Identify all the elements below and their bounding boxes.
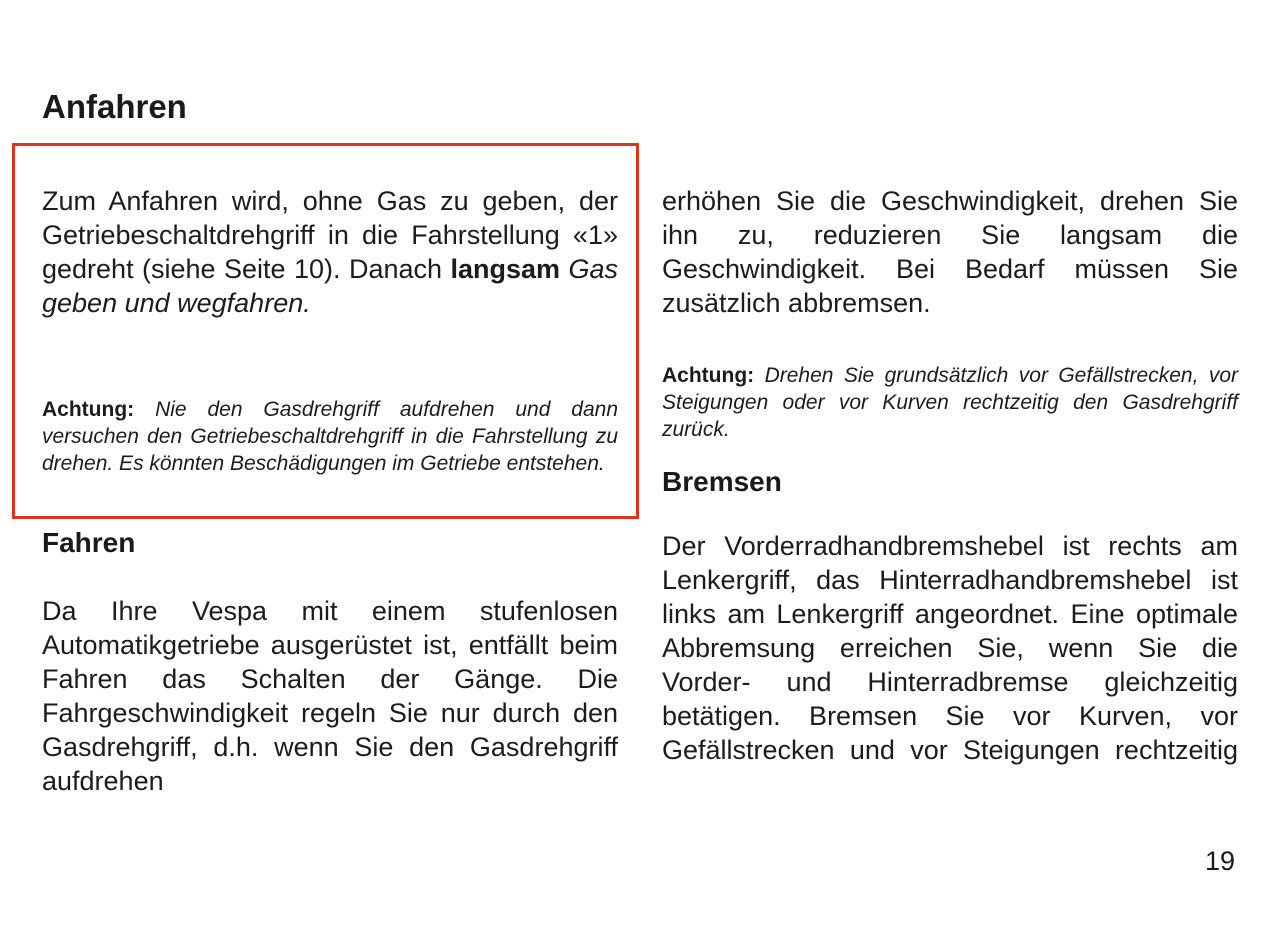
page-number: 19 [1205, 846, 1236, 876]
paragraph-bremsen: Der Vorderradhandbremshebel ist rechts am Lenkergriff, das Hinterradhandbremshebel ist links am Lenkergriff angeordnet. Eine optimale Abbremsung erreichen Sie, wenn Sie die Vorder- und Hinterradbremse gleichzeitig betätigen. Bremsen Sie vor Kurven, vor Gefällstrecken und vor Steigungen rechtzeitig [662, 531, 1238, 765]
section-heading-bremsen: Bremsen [662, 466, 782, 497]
warning-label: Achtung: [662, 364, 755, 387]
paragraph-anfahren-bold: langsam [450, 254, 561, 284]
warning-anfahren [42, 396, 618, 477]
section-heading-anfahren: Anfahren [42, 88, 187, 125]
warning-text: Drehen Sie grundsätzlich vor Gefällstrecken, vor Steigungen oder vor Kurven rechtzeitig den Gasdrehgriff zurück. [662, 364, 1238, 441]
warning-text: Nie den Gasdrehgriff aufdrehen und dann versuchen den Getriebeschaltdrehgriff in die Fahrstellung zu drehen. Es könnten Beschädigungen im Getriebe entstehen. [42, 398, 618, 475]
warning-gefaellstrecken [662, 362, 1238, 443]
paragraph-geschwindigkeit: erhöhen Sie die Geschwindigkeit, drehen Sie ihn zu, reduzieren Sie langsam die Geschwindigkeit. Bei Bedarf müssen Sie zusätzlich abbremsen. [662, 186, 1238, 318]
paragraph-fahren: Da Ihre Vespa mit einem stufenlosen Automatikgetriebe ausgerüstet ist, entfällt beim Fahren das Schalten der Gänge. Die Fahrgeschwindigkeit regeln Sie nur durch den Gasdrehgriff, d.h. wenn Sie den Gasdrehgriff aufdrehen [42, 596, 618, 796]
paragraph-anfahren-italic: Gas geben und wegfahren. [42, 254, 618, 318]
warning-label: Achtung: [42, 398, 135, 421]
paragraph-anfahren-text: Zum Anfahren wird, ohne Gas zu geben, der Getriebeschaltdrehgriff in die Fahrstellung «1» gedreht (siehe Seite 10). Danach [42, 186, 618, 284]
section-heading-fahren: Fahren [42, 527, 136, 558]
paragraph-anfahren [42, 184, 618, 320]
